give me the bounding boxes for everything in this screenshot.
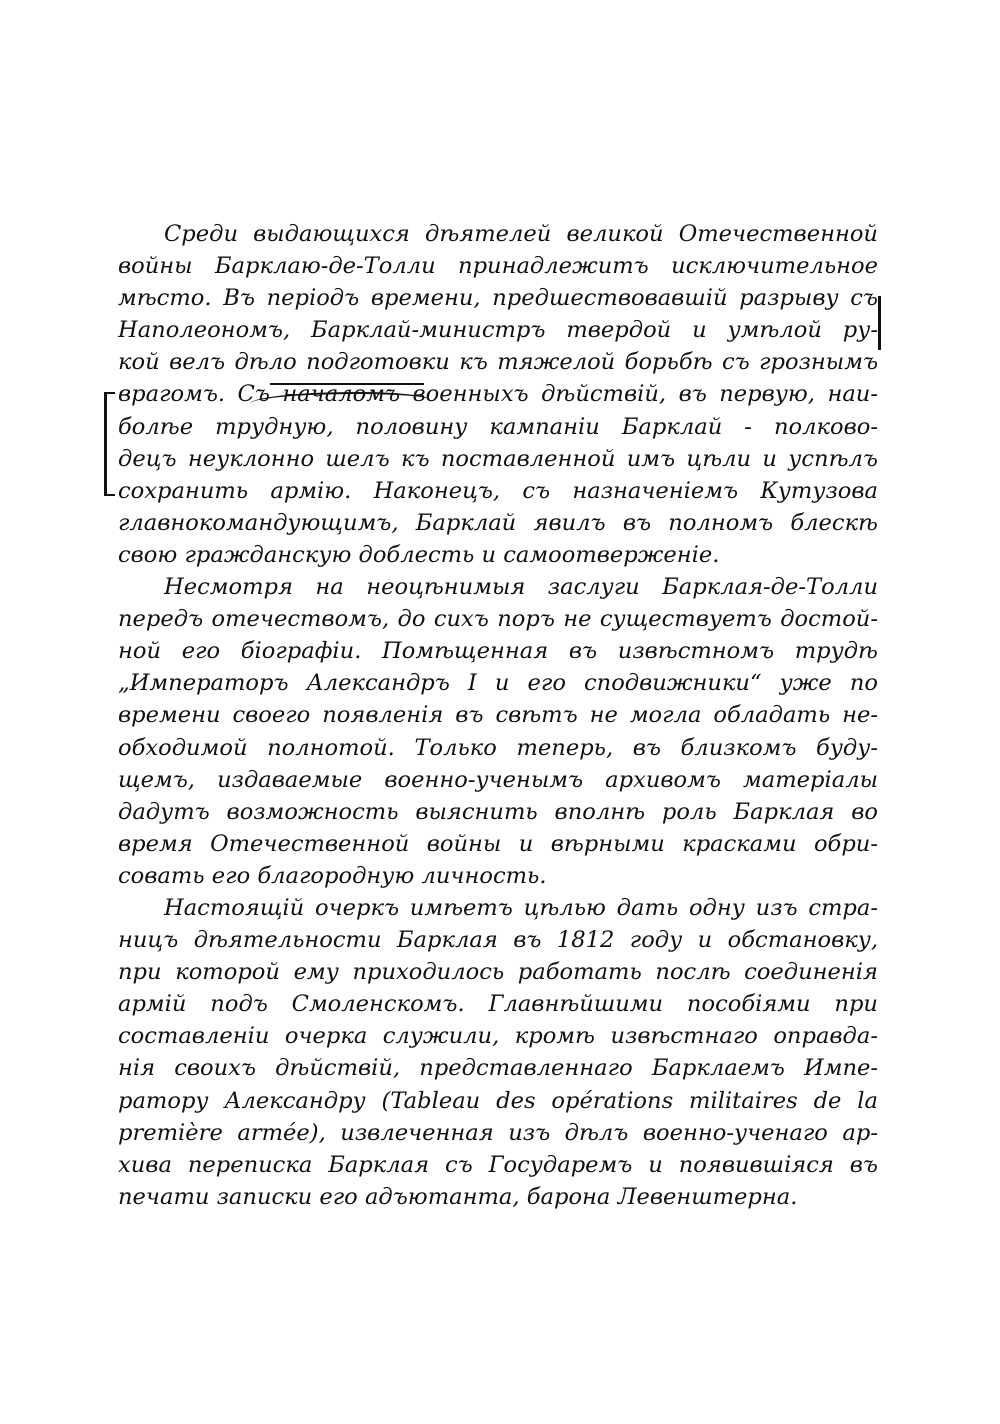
text-line: при которой ему приходилось работать послѣ соединенія bbox=[118, 959, 878, 986]
text-line: войны Барклаю-де-Толли принадлежитъ исключительное bbox=[118, 253, 878, 280]
text-line: Настоящій очеркъ имѣетъ цѣлью дать одну изъ стра- bbox=[164, 894, 878, 921]
text-line: совать его благородную личность. bbox=[118, 862, 547, 889]
text-line: кой велъ дѣло подготовки къ тяжелой борьбѣ съ грознымъ bbox=[118, 349, 878, 376]
margin-bracket-left bbox=[104, 392, 115, 496]
text-line: „Императоръ Александръ I и его сподвижники“ уже по bbox=[118, 670, 878, 697]
text-line: децъ неуклонно шелъ къ поставленной имъ цѣли и успѣлъ bbox=[118, 445, 878, 472]
text-line: хива переписка Барклая съ Государемъ и появившіяся въ bbox=[118, 1151, 878, 1178]
text-line: ной его біографіи. Помѣщенная въ извѣстномъ трудѣ bbox=[118, 638, 878, 665]
text-line: болѣе трудную, половину кампаніи Барклай - полково- bbox=[118, 413, 878, 440]
text-line: армій подъ Смоленскомъ. Главнѣйшими пособіями при bbox=[118, 991, 878, 1018]
text-line: нія своихъ дѣйствій, представленнаго Барклаемъ Импе- bbox=[118, 1055, 878, 1082]
text-line: Несмотря на неоцѣнимыя заслуги Барклая-де-Толли bbox=[164, 574, 878, 601]
text-line: сохранить армію. Наконецъ, съ назначеніемъ Кутузова bbox=[118, 477, 878, 504]
text-line: время Отечественной войны и вѣрными красками обри- bbox=[118, 830, 878, 857]
text-line: ницъ дѣятельности Барклая въ 1812 году и обстановку, bbox=[118, 927, 878, 954]
text-line: врагомъ. Съ началомъ военныхъ дѣйствій, въ первую, наи- bbox=[118, 381, 878, 408]
text-line: свою гражданскую доблесть и самоотверженіе. bbox=[118, 541, 720, 568]
text-line: времени своего появленія въ свѣтъ не могла обладать не- bbox=[118, 702, 878, 729]
text-line: première armée), извлеченная изъ дѣлъ военно-ученаго ар- bbox=[118, 1119, 878, 1146]
text-line: Среди выдающихся дѣятелей великой Отечественной bbox=[164, 221, 878, 247]
text-line: мѣсто. Въ періодъ времени, предшествовавшій разрыву съ bbox=[118, 285, 878, 312]
text-line: обходимой полнотой. Только теперь, въ близкомъ буду- bbox=[118, 734, 878, 761]
text-line: передъ отечествомъ, до сихъ поръ не существуетъ достой- bbox=[118, 606, 878, 633]
text-line: составленіи очерка служили, кромѣ извѣстнаго оправда- bbox=[118, 1023, 878, 1050]
text-line: Наполеономъ, Барклай-министръ твердой и умѣлой ру- bbox=[118, 317, 878, 344]
body-text bbox=[118, 218, 878, 1213]
text-line: дадутъ возможность выяснить вполнѣ роль Барклая во bbox=[118, 798, 878, 825]
text-line: щемъ, издаваемые военно-ученымъ архивомъ матеріалы bbox=[118, 766, 878, 793]
text-line: печати записки его адъютанта, барона Левенштерна. bbox=[118, 1183, 798, 1210]
text-line: главнокомандующимъ, Барклай явилъ въ полномъ блескѣ bbox=[118, 509, 878, 536]
text-line: ратору Александру (Tableau des opérations militaires de la bbox=[118, 1087, 878, 1114]
